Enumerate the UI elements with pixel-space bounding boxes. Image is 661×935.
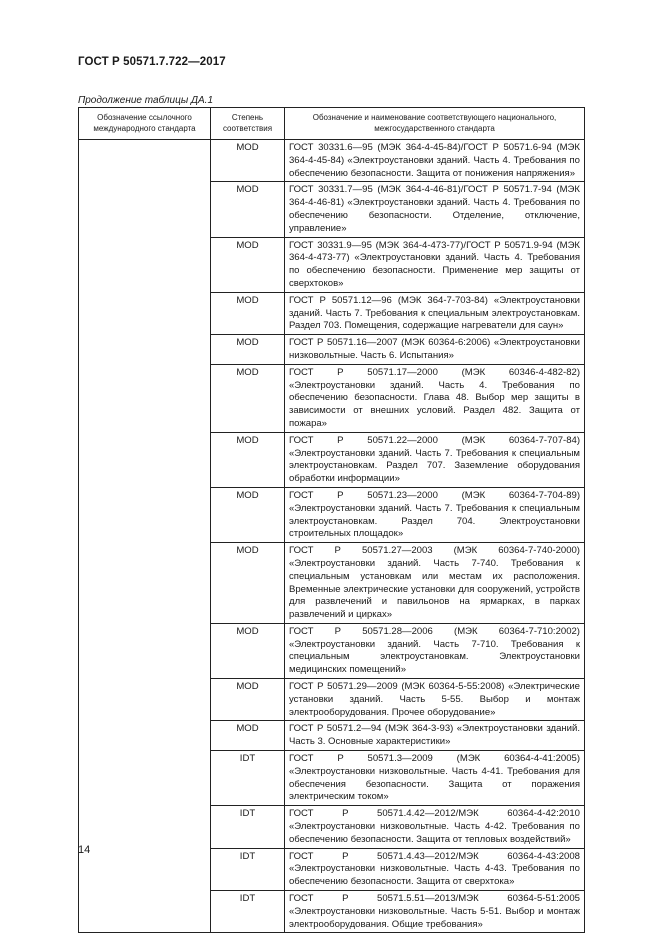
degree-cell: IDT <box>211 891 285 933</box>
degree-cell: MOD <box>211 623 285 678</box>
table-body <box>79 140 585 933</box>
national-standard-cell: ГОСТ Р 50571.3—2009 (МЭК 60364-4-41:2005) «Электроустановки низковольтные. Часть 4-41. Требования для обеспечения безопасности. Защита от поражения электрическим током» <box>285 751 585 806</box>
degree-cell: MOD <box>211 182 285 237</box>
degree-cell: MOD <box>211 364 285 432</box>
document-title: ГОСТ Р 50571.7.722—2017 <box>78 56 226 68</box>
national-standard-cell: ГОСТ 30331.7—95 (МЭК 364-4-46-81)/ГОСТ Р 50571.7-94 (МЭК 364-4-46-81) «Электроустановки зданий. Часть 4. Требования по обеспечению безопасности. Отделение, отключение, управление» <box>285 182 585 237</box>
national-standard-cell: ГОСТ 30331.9—95 (МЭК 364-4-473-77)/ГОСТ Р 50571.9-94 (МЭК 364-4-473-77) «Электроустановки зданий. Часть 4. Требования по обеспечению безопасности. Применение мер защиты от сверхтоков» <box>285 237 585 292</box>
degree-cell: MOD <box>211 721 285 751</box>
page-number: 14 <box>78 844 91 856</box>
degree-cell: MOD <box>211 140 285 182</box>
header-national-standard: Обозначение и наименование соответствующего национального, межгосударственного стандарта <box>285 108 585 140</box>
national-standard-cell: ГОСТ Р 50571.12—96 (МЭК 364-7-703-84) «Электроустановки зданий. Часть 7. Требования к специальным электроустановкам. Раздел 703. Помещения, содержащие нагреватели для саун» <box>285 292 585 334</box>
national-standard-cell: ГОСТ Р 50571.17—2000 (МЭК 60346-4-482-82) «Электроустановки зданий. Часть 4. Требования по обеспечению безопасности. Глава 48. Выбор мер защиты в зависимости от внешних условий. Раздел 482. Защита от пожара» <box>285 364 585 432</box>
table-header-row <box>79 108 585 140</box>
national-standard-cell: ГОСТ Р 50571.28—2006 (МЭК 60364-7-710:2002) «Электроустановки зданий. Часть 7-710. Требования к специальным электроустановкам. Электроустановки медицинских помещений» <box>285 623 585 678</box>
degree-cell: IDT <box>211 806 285 848</box>
national-standard-cell: ГОСТ Р 50571.2—94 (МЭК 364-3-93) «Электроустановки зданий. Часть 3. Основные характеристики» <box>285 721 585 751</box>
correspondence-table <box>78 107 585 933</box>
table-row <box>79 140 585 182</box>
national-standard-cell: ГОСТ Р 50571.23—2000 (МЭК 60364-7-704-89) «Электроустановки зданий. Часть 7. Требования к специальным электроустановкам. Раздел 704. Электроустановки строительных площадок» <box>285 487 585 542</box>
national-standard-cell: ГОСТ Р 50571.22—2000 (МЭК 60364-7-707-84) «Электроустановки зданий. Часть 7. Требования к специальным электроустановкам. Раздел 707. Заземление оборудования обработки информации» <box>285 432 585 487</box>
degree-cell: MOD <box>211 237 285 292</box>
degree-cell: IDT <box>211 751 285 806</box>
degree-cell: IDT <box>211 848 285 890</box>
national-standard-cell: ГОСТ Р 50571.29—2009 (МЭК 60364-5-55:2008) «Электрические установки зданий. Часть 5-55. Выбор и монтаж электрооборудования. Прочее оборудование» <box>285 679 585 721</box>
degree-cell: MOD <box>211 487 285 542</box>
header-degree-of-conformity: Степень соответствия <box>211 108 285 140</box>
header-international-standard: Обозначение ссылочного международного стандарта <box>79 108 211 140</box>
national-standard-cell: ГОСТ Р 50571.4.43—2012/МЭК 60364-4-43:2008 «Электроустановки низковольтные. Часть 4-43. Требования по обеспечению безопасности. Защита от сверхтока» <box>285 848 585 890</box>
national-standard-cell: ГОСТ Р 50571.16—2007 (МЭК 60364-6:2006) «Электроустановки низковольтные. Часть 6. Испытания» <box>285 335 585 365</box>
national-standard-cell: ГОСТ Р 50571.4.42—2012/МЭК 60364-4-42:2010 «Электроустановки низковольтные. Часть 4-42. Требования по обеспечению безопасности. Защита от тепловых воздействий» <box>285 806 585 848</box>
table-caption: Продолжение таблицы ДА.1 <box>78 95 214 106</box>
degree-cell: MOD <box>211 679 285 721</box>
degree-cell: MOD <box>211 335 285 365</box>
international-standard-cell <box>79 140 211 933</box>
national-standard-cell: ГОСТ 30331.6—95 (МЭК 364-4-45-84)/ГОСТ Р 50571.6-94 (МЭК 364-4-45-84) «Электроустановки зданий. Часть 4. Требования по обеспечению безопасности. Защита от понижения напряжения» <box>285 140 585 182</box>
degree-cell: MOD <box>211 432 285 487</box>
national-standard-cell: ГОСТ Р 50571.27—2003 (МЭК 60364-7-740-2000) «Электроустановки зданий. Часть 7-740. Требования к специальным установкам или местам их расположения. Временные электрические установки для сооружений, устройств для развлечений и павильонов на ярмарках, в парках развлечений и цирках» <box>285 543 585 624</box>
national-standard-cell: ГОСТ Р 50571.5.51—2013/МЭК 60364-5-51:2005 «Электроустановки низковольтные. Часть 5-51. Выбор и монтаж электрооборудования. Общие требования» <box>285 891 585 933</box>
degree-cell: MOD <box>211 292 285 334</box>
degree-cell: MOD <box>211 543 285 624</box>
